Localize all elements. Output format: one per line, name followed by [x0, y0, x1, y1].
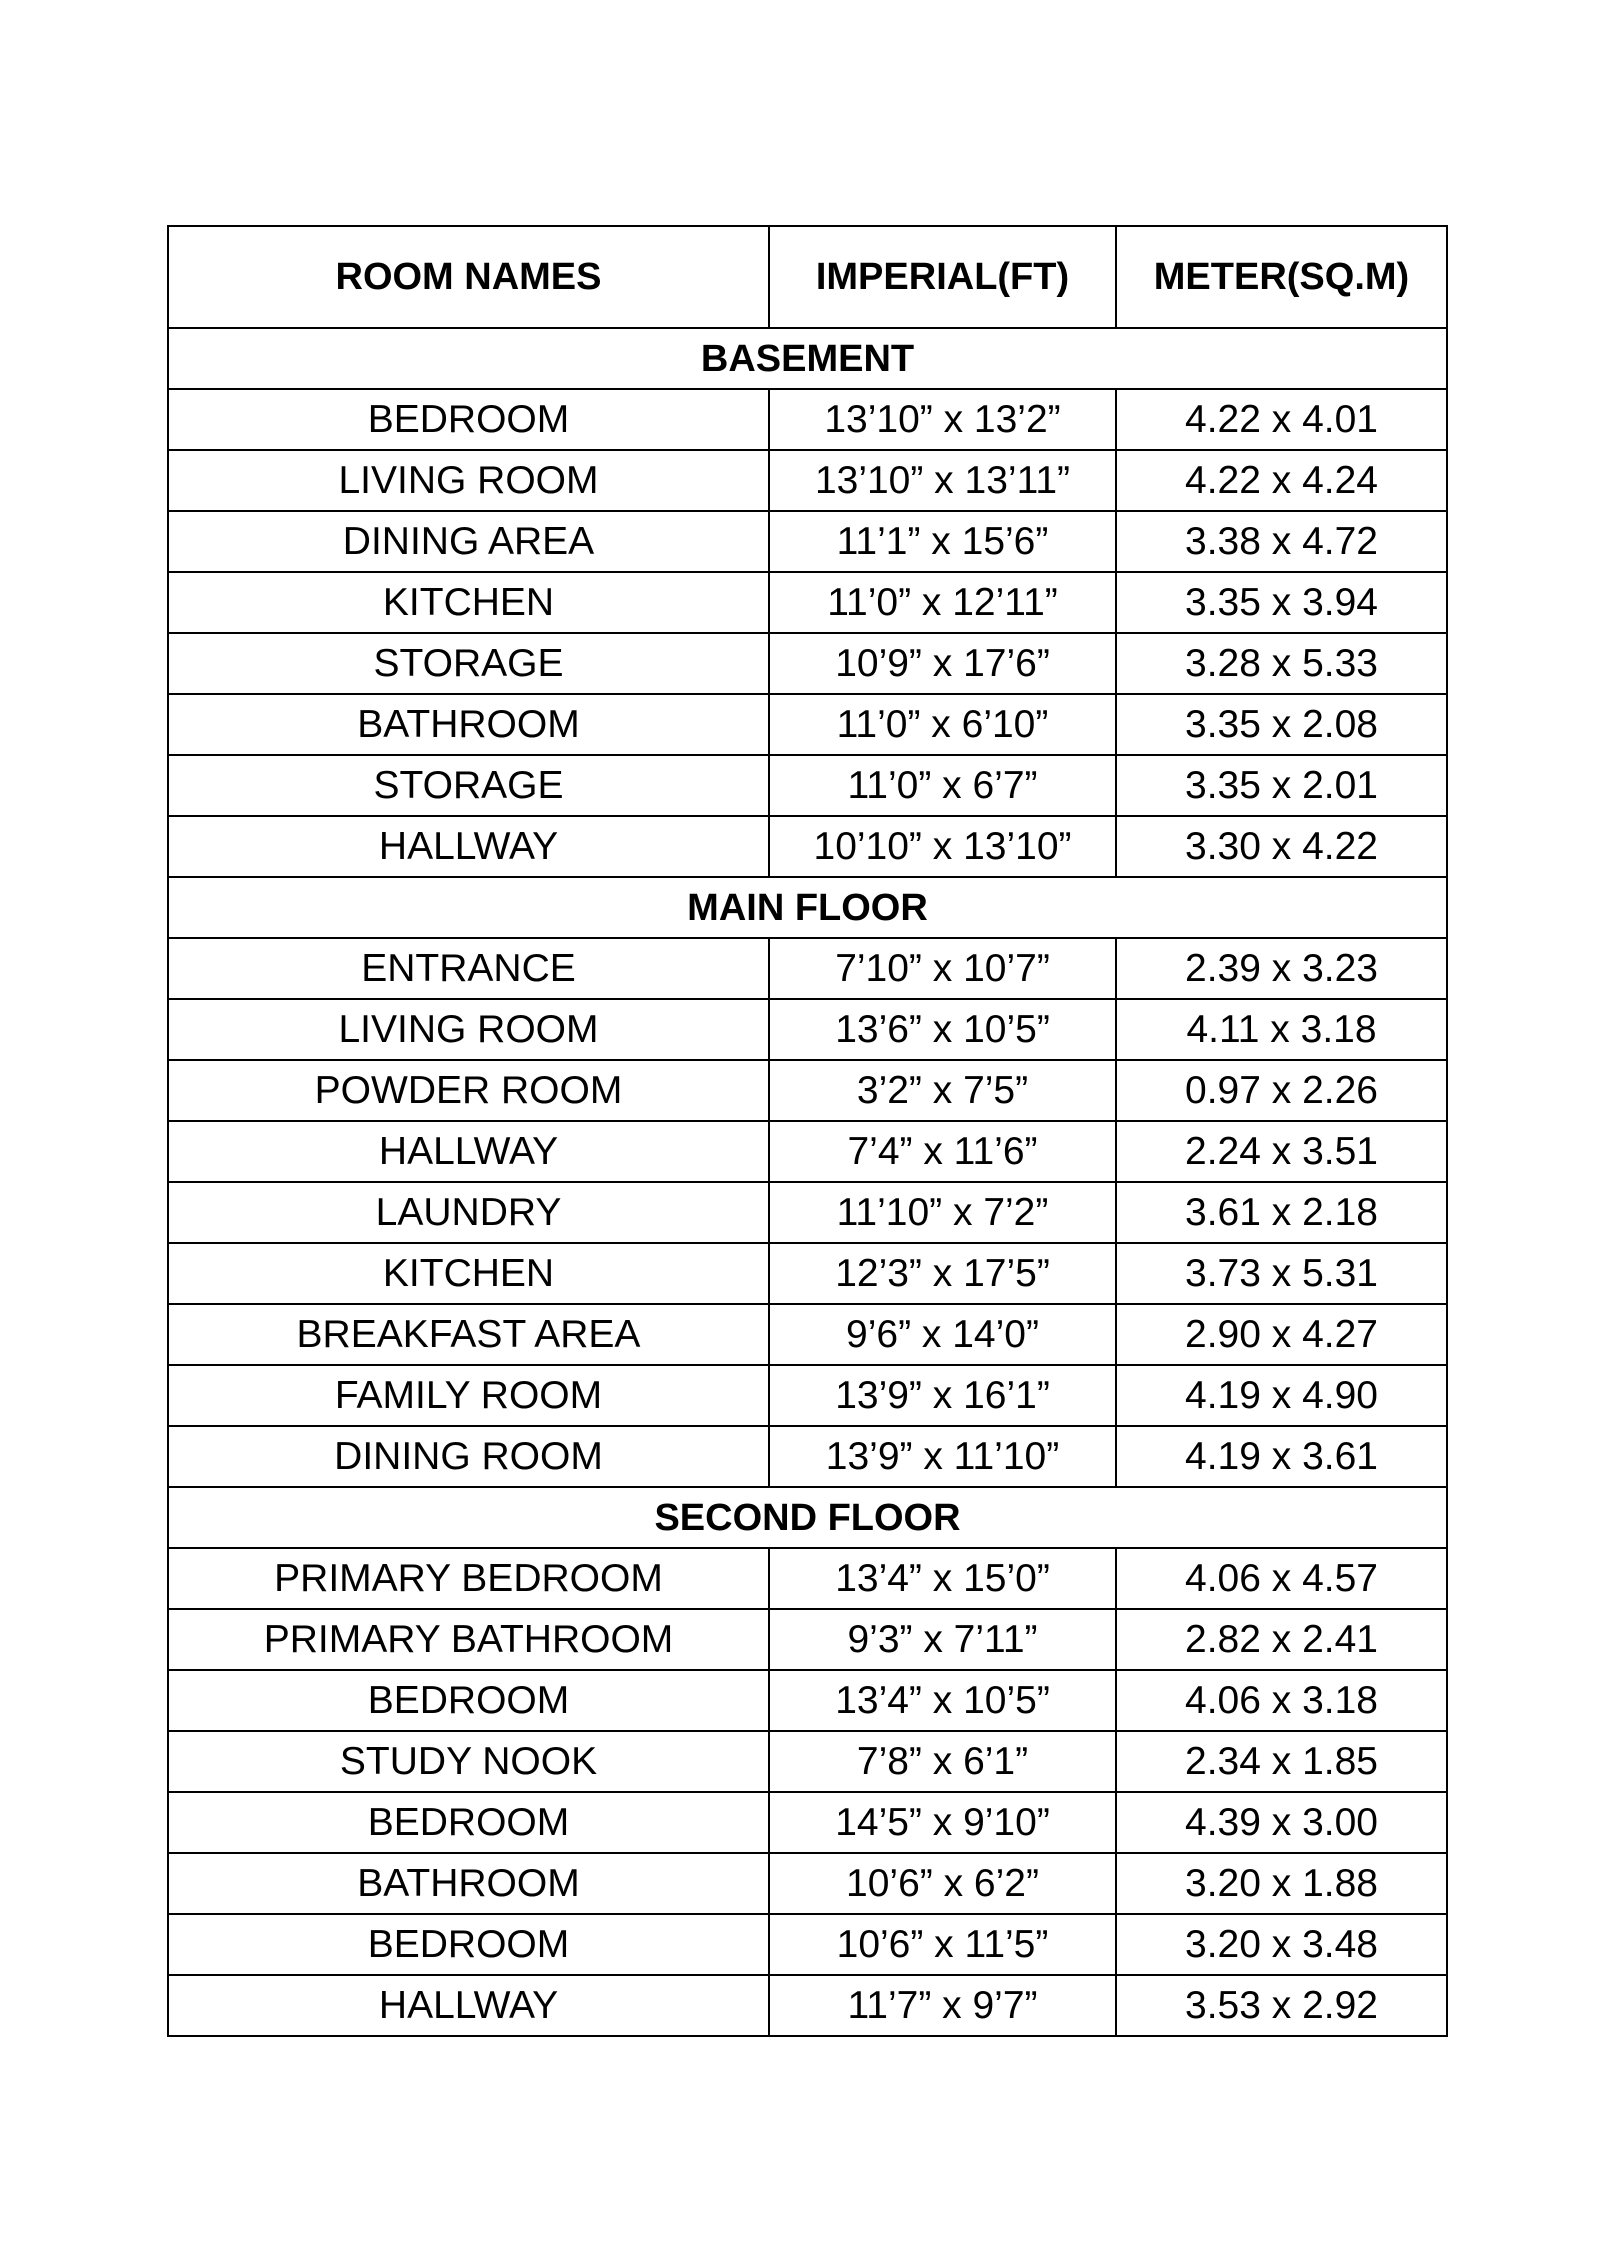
section-header-row: [168, 328, 1447, 389]
imperial-dimension-cell: 13’6” x 10’5”: [769, 999, 1116, 1060]
room-name-cell: PRIMARY BATHROOM: [168, 1609, 769, 1670]
imperial-dimension-cell: 10’6” x 6’2”: [769, 1853, 1116, 1914]
room-name-cell: LAUNDRY: [168, 1182, 769, 1243]
section-header-row: [168, 877, 1447, 938]
imperial-dimension-cell: 11’7” x 9’7”: [769, 1975, 1116, 2036]
table-row: [168, 999, 1447, 1060]
room-name-cell: LIVING ROOM: [168, 450, 769, 511]
meter-dimension-cell: 4.19 x 4.90: [1116, 1365, 1447, 1426]
meter-dimension-cell: 3.73 x 5.31: [1116, 1243, 1447, 1304]
table-row: [168, 1548, 1447, 1609]
table-row: [168, 1609, 1447, 1670]
meter-dimension-cell: 3.61 x 2.18: [1116, 1182, 1447, 1243]
table-row: [168, 1365, 1447, 1426]
table-row: [168, 389, 1447, 450]
room-name-cell: BEDROOM: [168, 389, 769, 450]
room-name-cell: BATHROOM: [168, 694, 769, 755]
imperial-dimension-cell: 10’9” x 17’6”: [769, 633, 1116, 694]
imperial-dimension-cell: 9’6” x 14’0”: [769, 1304, 1116, 1365]
imperial-dimension-cell: 7’10” x 10’7”: [769, 938, 1116, 999]
table-row: [168, 511, 1447, 572]
room-dimensions-table: [167, 225, 1448, 2037]
meter-dimension-cell: 2.90 x 4.27: [1116, 1304, 1447, 1365]
meter-dimension-cell: 0.97 x 2.26: [1116, 1060, 1447, 1121]
meter-dimension-cell: 4.22 x 4.24: [1116, 450, 1447, 511]
meter-dimension-cell: 3.35 x 3.94: [1116, 572, 1447, 633]
imperial-dimension-cell: 10’10” x 13’10”: [769, 816, 1116, 877]
imperial-dimension-cell: 14’5” x 9’10”: [769, 1792, 1116, 1853]
table-row: [168, 938, 1447, 999]
room-name-cell: HALLWAY: [168, 1975, 769, 2036]
room-name-cell: DINING AREA: [168, 511, 769, 572]
room-name-cell: STUDY NOOK: [168, 1731, 769, 1792]
room-name-cell: STORAGE: [168, 633, 769, 694]
room-name-cell: BREAKFAST AREA: [168, 1304, 769, 1365]
meter-dimension-cell: 3.30 x 4.22: [1116, 816, 1447, 877]
imperial-dimension-cell: 13’4” x 10’5”: [769, 1670, 1116, 1731]
meter-dimension-cell: 4.11 x 3.18: [1116, 999, 1447, 1060]
meter-dimension-cell: 2.39 x 3.23: [1116, 938, 1447, 999]
room-name-cell: PRIMARY BEDROOM: [168, 1548, 769, 1609]
header-room-names: ROOM NAMES: [168, 226, 769, 328]
imperial-dimension-cell: 10’6” x 11’5”: [769, 1914, 1116, 1975]
imperial-dimension-cell: 13’9” x 16’1”: [769, 1365, 1116, 1426]
room-name-cell: KITCHEN: [168, 572, 769, 633]
imperial-dimension-cell: 13’10” x 13’11”: [769, 450, 1116, 511]
room-name-cell: DINING ROOM: [168, 1426, 769, 1487]
header-imperial: IMPERIAL(FT): [769, 226, 1116, 328]
table-row: [168, 1304, 1447, 1365]
meter-dimension-cell: 2.82 x 2.41: [1116, 1609, 1447, 1670]
table-row: [168, 1243, 1447, 1304]
imperial-dimension-cell: 7’4” x 11’6”: [769, 1121, 1116, 1182]
section-title: SECOND FLOOR: [168, 1487, 1447, 1548]
header-meter: METER(SQ.M): [1116, 226, 1447, 328]
meter-dimension-cell: 3.53 x 2.92: [1116, 1975, 1447, 2036]
table-row: [168, 1426, 1447, 1487]
table-header-row: [168, 226, 1447, 328]
meter-dimension-cell: 3.35 x 2.08: [1116, 694, 1447, 755]
meter-dimension-cell: 4.39 x 3.00: [1116, 1792, 1447, 1853]
imperial-dimension-cell: 7’8” x 6’1”: [769, 1731, 1116, 1792]
meter-dimension-cell: 3.38 x 4.72: [1116, 511, 1447, 572]
room-name-cell: BEDROOM: [168, 1914, 769, 1975]
meter-dimension-cell: 3.20 x 3.48: [1116, 1914, 1447, 1975]
meter-dimension-cell: 4.06 x 4.57: [1116, 1548, 1447, 1609]
room-name-cell: HALLWAY: [168, 816, 769, 877]
imperial-dimension-cell: 13’4” x 15’0”: [769, 1548, 1116, 1609]
imperial-dimension-cell: 11’0” x 6’7”: [769, 755, 1116, 816]
table-row: [168, 1731, 1447, 1792]
imperial-dimension-cell: 3’2” x 7’5”: [769, 1060, 1116, 1121]
table-row: [168, 1853, 1447, 1914]
table-body: [168, 328, 1447, 2036]
imperial-dimension-cell: 12’3” x 17’5”: [769, 1243, 1116, 1304]
table-row: [168, 572, 1447, 633]
room-name-cell: KITCHEN: [168, 1243, 769, 1304]
table-row: [168, 694, 1447, 755]
meter-dimension-cell: 3.28 x 5.33: [1116, 633, 1447, 694]
section-title: BASEMENT: [168, 328, 1447, 389]
room-name-cell: HALLWAY: [168, 1121, 769, 1182]
imperial-dimension-cell: 13’10” x 13’2”: [769, 389, 1116, 450]
table-row: [168, 1182, 1447, 1243]
table-row: [168, 1975, 1447, 2036]
section-header-row: [168, 1487, 1447, 1548]
meter-dimension-cell: 3.35 x 2.01: [1116, 755, 1447, 816]
imperial-dimension-cell: 11’1” x 15’6”: [769, 511, 1116, 572]
imperial-dimension-cell: 13’9” x 11’10”: [769, 1426, 1116, 1487]
table-row: [168, 1060, 1447, 1121]
room-name-cell: LIVING ROOM: [168, 999, 769, 1060]
table-row: [168, 755, 1447, 816]
table-row: [168, 1792, 1447, 1853]
room-name-cell: STORAGE: [168, 755, 769, 816]
meter-dimension-cell: 3.20 x 1.88: [1116, 1853, 1447, 1914]
table-row: [168, 1670, 1447, 1731]
room-name-cell: BATHROOM: [168, 1853, 769, 1914]
section-title: MAIN FLOOR: [168, 877, 1447, 938]
meter-dimension-cell: 4.19 x 3.61: [1116, 1426, 1447, 1487]
room-name-cell: POWDER ROOM: [168, 1060, 769, 1121]
meter-dimension-cell: 4.06 x 3.18: [1116, 1670, 1447, 1731]
imperial-dimension-cell: 9’3” x 7’11”: [769, 1609, 1116, 1670]
room-name-cell: BEDROOM: [168, 1792, 769, 1853]
room-name-cell: BEDROOM: [168, 1670, 769, 1731]
table-row: [168, 1121, 1447, 1182]
imperial-dimension-cell: 11’0” x 6’10”: [769, 694, 1116, 755]
table-row: [168, 633, 1447, 694]
table-row: [168, 816, 1447, 877]
room-name-cell: ENTRANCE: [168, 938, 769, 999]
table-row: [168, 1914, 1447, 1975]
meter-dimension-cell: 2.34 x 1.85: [1116, 1731, 1447, 1792]
room-name-cell: FAMILY ROOM: [168, 1365, 769, 1426]
meter-dimension-cell: 4.22 x 4.01: [1116, 389, 1447, 450]
imperial-dimension-cell: 11’0” x 12’11”: [769, 572, 1116, 633]
imperial-dimension-cell: 11’10” x 7’2”: [769, 1182, 1116, 1243]
meter-dimension-cell: 2.24 x 3.51: [1116, 1121, 1447, 1182]
table-row: [168, 450, 1447, 511]
